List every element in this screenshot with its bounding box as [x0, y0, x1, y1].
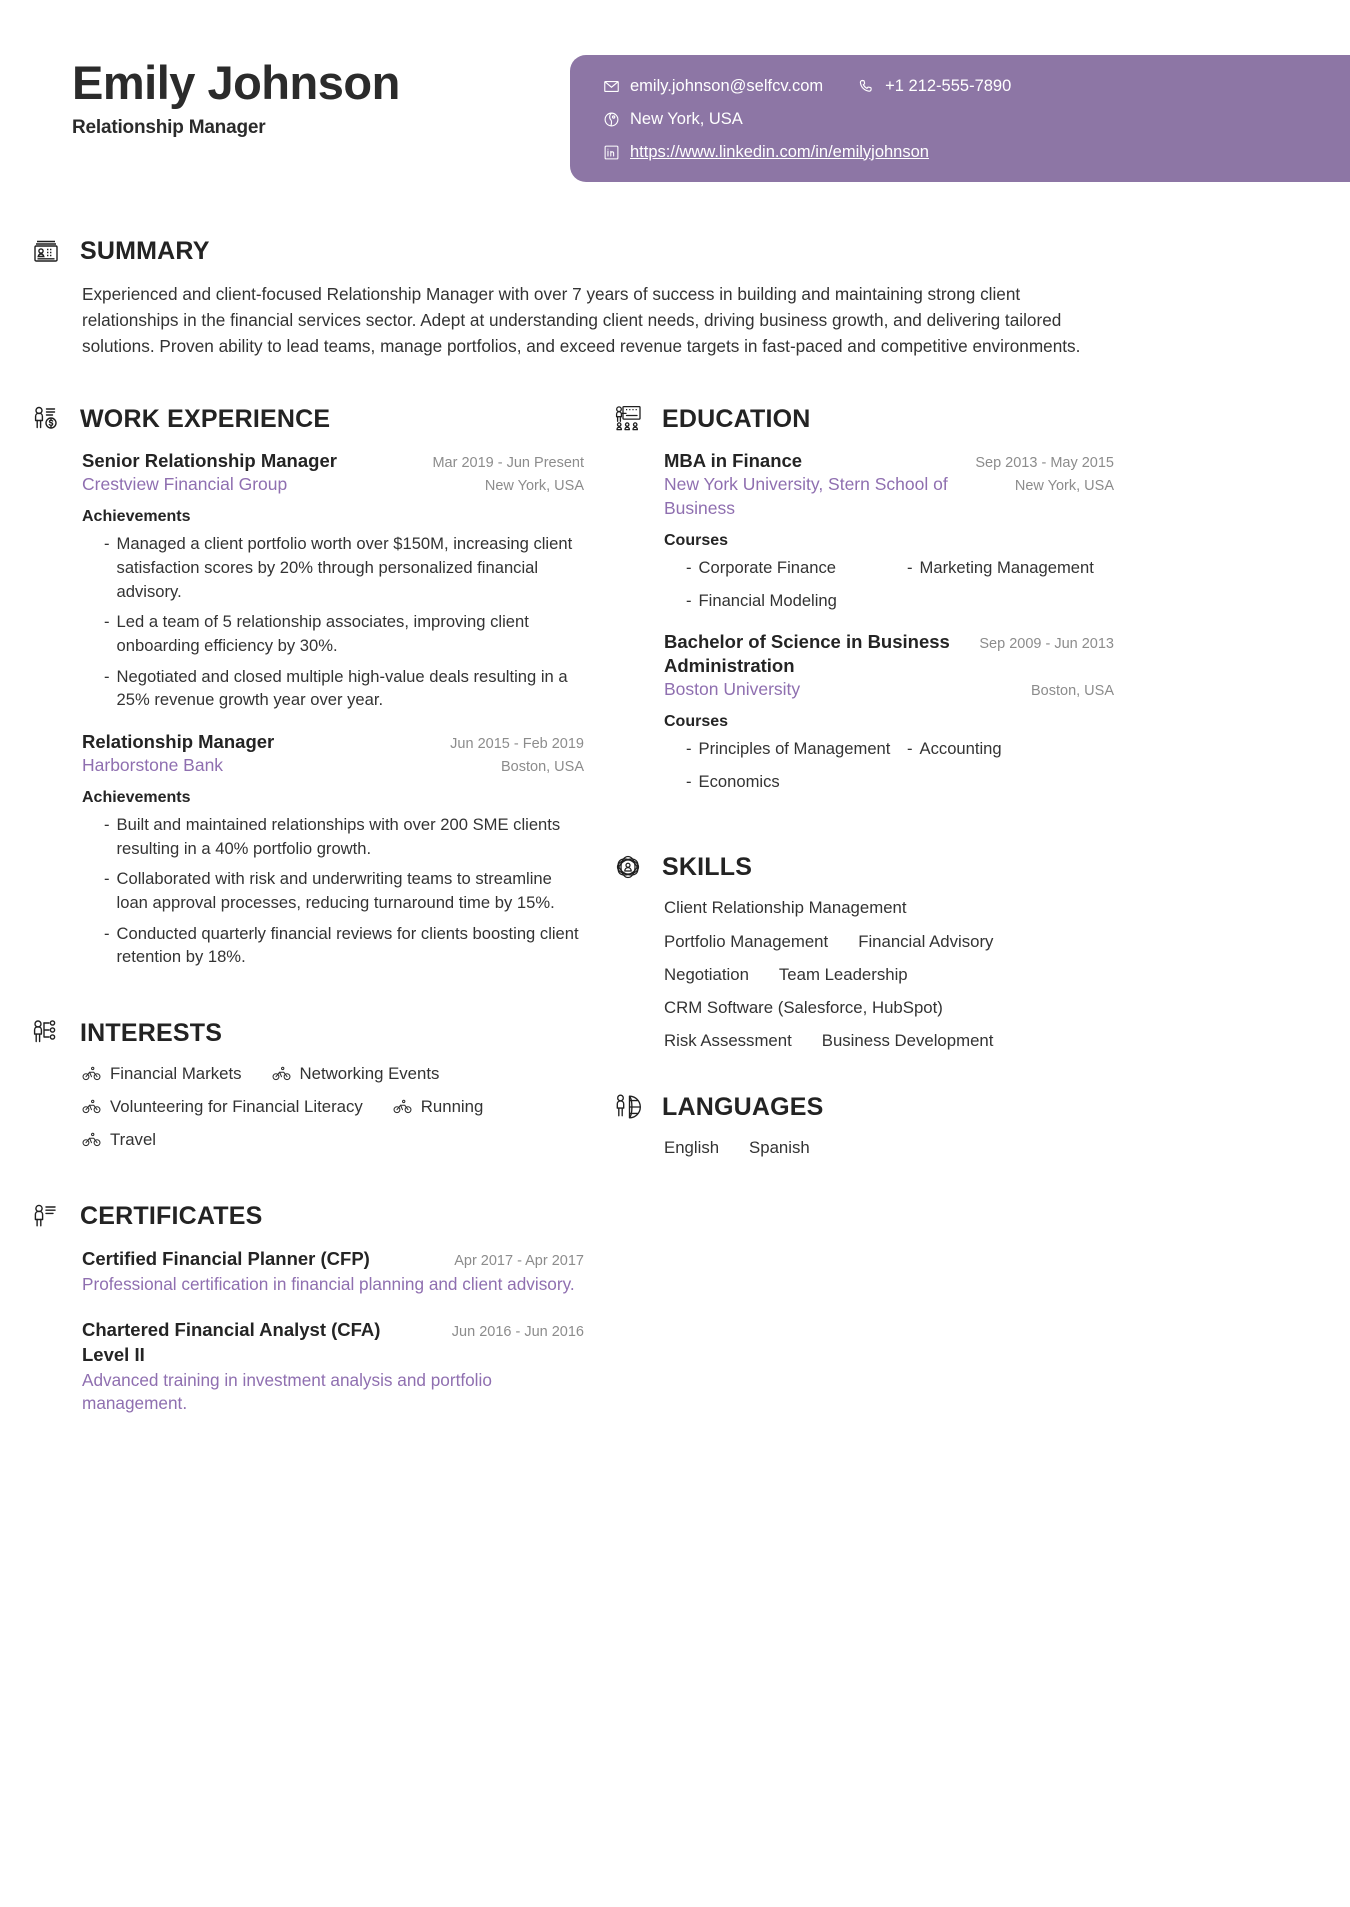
section-skills — [606, 851, 1114, 1053]
work-entry-organization: Crestview Financial Group — [82, 474, 288, 495]
work-entry-title-row — [82, 730, 584, 754]
course-item — [907, 737, 1114, 760]
contact-row-1 — [602, 77, 1324, 97]
course-text: Accounting — [919, 738, 1002, 758]
achievement-item — [82, 665, 584, 712]
id-card-icon — [24, 235, 68, 267]
contact-row-2 — [602, 110, 1324, 130]
interests-body — [24, 1061, 584, 1153]
certificate-title-row — [82, 1318, 584, 1366]
skills-body — [606, 895, 1114, 1053]
dash-bullet: - — [104, 923, 110, 943]
person-lines-icon — [24, 1201, 68, 1233]
certificate-description: Professional certification in financial planning and client advisory. — [82, 1273, 575, 1294]
skill-item: CRM Software (Salesforce, HubSpot) — [664, 997, 943, 1017]
dash-bullet: - — [104, 666, 110, 686]
skill-item: Negotiation — [664, 964, 749, 984]
interest-text: Networking Events — [299, 1064, 440, 1084]
education-degree-row — [664, 449, 1114, 473]
education-school: Boston University — [664, 679, 801, 700]
languages-body — [606, 1135, 1114, 1160]
contact-phone-text: +1 212-555-7890 — [885, 77, 1012, 95]
course-text: Financial Modeling — [698, 590, 837, 610]
contact-location — [602, 110, 743, 130]
education-entry — [664, 449, 1114, 612]
name-block — [72, 58, 400, 139]
achievement-item — [82, 867, 584, 914]
education-location: New York, USA — [1014, 478, 1114, 495]
achievements-label: Achievements — [82, 508, 191, 526]
achievement-text: Conducted quarterly financial reviews for clients boosting client retention by 18%. — [116, 923, 579, 967]
work-entry-dates: Jun 2015 - Feb 2019 — [450, 736, 584, 753]
interest-text: Running — [420, 1097, 484, 1117]
contact-location-text: New York, USA — [630, 109, 743, 128]
summary-body — [24, 281, 1278, 359]
skill-row — [664, 1028, 1114, 1053]
classroom-teacher-icon — [606, 403, 650, 435]
achievement-text: Built and maintained relationships with over 200 SME clients resulting in a 40% portfolio growth. — [116, 814, 561, 858]
work-entry-title-row — [82, 449, 584, 473]
envelope-icon — [602, 77, 621, 96]
dash-bullet: - — [104, 534, 110, 554]
language-row — [664, 1135, 1114, 1160]
dash-bullet: - — [686, 590, 692, 610]
phone-icon — [857, 77, 876, 96]
education-degree: MBA in Finance — [664, 450, 803, 472]
interest-row — [82, 1127, 584, 1152]
education-heading — [606, 403, 1114, 435]
page-title: Emily Johnson — [72, 56, 400, 109]
job-title: Relationship Manager — [72, 117, 266, 139]
education-school-row — [664, 473, 1114, 520]
certificates-heading — [24, 1201, 584, 1233]
skill-row — [664, 995, 1114, 1020]
globe-pin-icon — [602, 110, 621, 129]
education-location: Boston, USA — [1030, 683, 1114, 700]
dash-bullet: - — [686, 557, 692, 577]
section-certificates — [24, 1201, 584, 1416]
certificate-description: Advanced training in investment analysis and portfolio management. — [82, 1369, 492, 1414]
language-item: English — [664, 1138, 720, 1158]
section-interests — [24, 1017, 584, 1153]
certificate-title-row — [82, 1247, 584, 1271]
work-entry-organization: Harborstone Bank — [82, 755, 224, 776]
skills-rows — [664, 895, 1114, 1053]
contact-email[interactable] — [602, 77, 823, 97]
dash-bullet: - — [907, 557, 913, 577]
certificate-dates: Jun 2016 - Jun 2016 — [451, 1324, 584, 1341]
summary-text: Experienced and client-focused Relationship Manager with over 7 years of success in building and maintaining strong client relationships in the financial services sector. Adept at understanding client needs, driving business growth, and delivering tailored solutions. Proven ability to lead teams, manage portfolios, and exceed revenue targets in fast-paced and competitive environments. — [82, 284, 1081, 357]
contact-linkedin[interactable] — [602, 143, 929, 163]
skill-row — [664, 929, 1114, 954]
work-entry-title: Senior Relationship Manager — [82, 450, 337, 472]
section-work-experience — [24, 403, 584, 969]
interest-row — [82, 1094, 584, 1119]
interest-item — [272, 1061, 440, 1086]
skill-item: Client Relationship Management — [664, 898, 907, 918]
interest-text: Volunteering for Financial Literacy — [110, 1097, 363, 1117]
skill-row — [664, 962, 1114, 987]
course-text: Corporate Finance — [698, 557, 836, 577]
linkedin-icon — [602, 143, 621, 162]
dash-bullet: - — [907, 738, 913, 758]
languages-rows — [664, 1135, 1114, 1160]
education-dates: Sep 2013 - May 2015 — [975, 455, 1114, 472]
education-body — [606, 449, 1114, 793]
bicycle-icon — [82, 1066, 102, 1082]
achievement-item — [82, 922, 584, 969]
education-courses — [664, 737, 1114, 793]
dash-bullet: - — [686, 738, 692, 758]
achievement-item — [82, 813, 584, 860]
contact-linkedin-text[interactable]: https://www.linkedin.com/in/emilyjohnson — [630, 142, 929, 161]
achievement-text: Led a team of 5 relationship associates, improving client onboarding efficiency by 30%. — [116, 612, 529, 655]
work-entry-achievements — [82, 532, 584, 712]
achievement-item — [82, 610, 584, 657]
skill-item: Team Leadership — [778, 964, 908, 984]
bicycle-icon — [82, 1132, 102, 1148]
course-text: Principles of Management — [698, 738, 891, 758]
certificate-dates: Apr 2017 - Apr 2017 — [454, 1252, 584, 1269]
course-text: Marketing Management — [919, 557, 1094, 577]
contact-phone[interactable] — [857, 77, 1011, 97]
work-entry-org-row — [82, 473, 584, 497]
person-network-icon — [24, 1017, 68, 1049]
certificates-title: CERTIFICATES — [80, 1202, 263, 1231]
certificates-body — [24, 1247, 584, 1416]
interest-row — [82, 1061, 584, 1086]
skill-row — [664, 895, 1114, 920]
certificate-entry — [82, 1247, 584, 1297]
skill-item: Business Development — [821, 1031, 994, 1051]
dash-bullet: - — [686, 772, 692, 792]
education-school: New York University, Stern School of Business — [664, 474, 948, 519]
work-experience-heading — [24, 403, 584, 435]
education-title: EDUCATION — [662, 404, 811, 433]
work-experience-body — [24, 449, 584, 969]
achievements-label: Achievements — [82, 788, 191, 806]
bicycle-icon — [82, 1099, 102, 1115]
interest-item — [393, 1094, 484, 1119]
person-money-icon — [24, 403, 68, 435]
languages-title: LANGUAGES — [662, 1092, 824, 1121]
content-columns — [0, 403, 1350, 1438]
section-summary — [24, 235, 1278, 359]
left-column — [24, 403, 584, 1438]
certificate-entry — [82, 1318, 584, 1416]
achievement-text: Collaborated with risk and underwriting teams to streamline loan approval processes, reducing turnaround time by 15%. — [116, 869, 555, 912]
work-entry-location: Boston, USA — [500, 759, 584, 776]
education-degree-row — [664, 630, 1114, 678]
courses-label: Courses — [664, 531, 729, 549]
right-column — [606, 403, 1114, 1438]
skills-title: SKILLS — [662, 852, 753, 881]
course-item — [686, 589, 893, 612]
education-school-row — [664, 678, 1114, 702]
resume-header — [0, 0, 1350, 235]
section-languages — [606, 1091, 1114, 1160]
course-item — [907, 556, 1114, 579]
interest-item — [82, 1094, 363, 1119]
interest-text: Travel — [110, 1130, 157, 1150]
education-dates: Sep 2009 - Jun 2013 — [979, 636, 1114, 653]
interests-title: INTERESTS — [80, 1018, 223, 1047]
contact-row-3 — [602, 143, 1324, 163]
person-globe-icon — [606, 1091, 650, 1123]
certificate-title: Chartered Financial Analyst (CFA) Level II — [82, 1319, 381, 1365]
work-entry-dates: Mar 2019 - Jun Present — [432, 455, 584, 472]
section-education — [606, 403, 1114, 793]
work-entry — [82, 449, 584, 712]
achievement-text: Negotiated and closed multiple high-value deals resulting in a 25% revenue growth year over year. — [116, 666, 568, 710]
work-entry-location: New York, USA — [484, 478, 584, 495]
summary-heading — [24, 235, 1278, 267]
work-entry-achievements — [82, 813, 584, 969]
skill-item: Portfolio Management — [664, 931, 829, 951]
skill-item: Financial Advisory — [858, 931, 994, 951]
skills-heading — [606, 851, 1114, 883]
course-item — [686, 770, 893, 793]
interest-text: Financial Markets — [110, 1064, 242, 1084]
work-entry-org-row — [82, 754, 584, 778]
interest-item — [82, 1061, 242, 1086]
interests-rows — [82, 1061, 584, 1153]
bicycle-icon — [393, 1099, 413, 1115]
achievement-item — [82, 532, 584, 603]
education-degree: Bachelor of Science in Business Administration — [664, 631, 950, 677]
achievement-text: Managed a client portfolio worth over $150M, increasing client satisfaction scores by 20% through personalized financial advisory. — [116, 534, 573, 601]
work-entry-title: Relationship Manager — [82, 731, 275, 753]
bicycle-icon — [272, 1066, 292, 1082]
dash-bullet: - — [104, 612, 110, 632]
skill-item: Risk Assessment — [664, 1031, 792, 1051]
work-experience-title: WORK EXPERIENCE — [80, 404, 331, 433]
course-item — [686, 737, 893, 760]
work-entry — [82, 730, 584, 969]
summary-title: SUMMARY — [80, 236, 210, 265]
courses-label: Courses — [664, 712, 729, 730]
languages-heading — [606, 1091, 1114, 1123]
language-item: Spanish — [749, 1138, 810, 1158]
dash-bullet: - — [104, 869, 110, 889]
course-item — [686, 556, 893, 579]
education-entry — [664, 630, 1114, 793]
dash-bullet: - — [104, 814, 110, 834]
course-text: Economics — [698, 772, 780, 792]
education-courses — [664, 556, 1114, 612]
interests-heading — [24, 1017, 584, 1049]
contact-email-text: emily.johnson@selfcv.com — [630, 77, 824, 95]
contact-card — [570, 55, 1350, 182]
certificate-title: Certified Financial Planner (CFP) — [82, 1247, 370, 1269]
interest-item — [82, 1127, 156, 1152]
atom-person-icon — [606, 851, 650, 883]
